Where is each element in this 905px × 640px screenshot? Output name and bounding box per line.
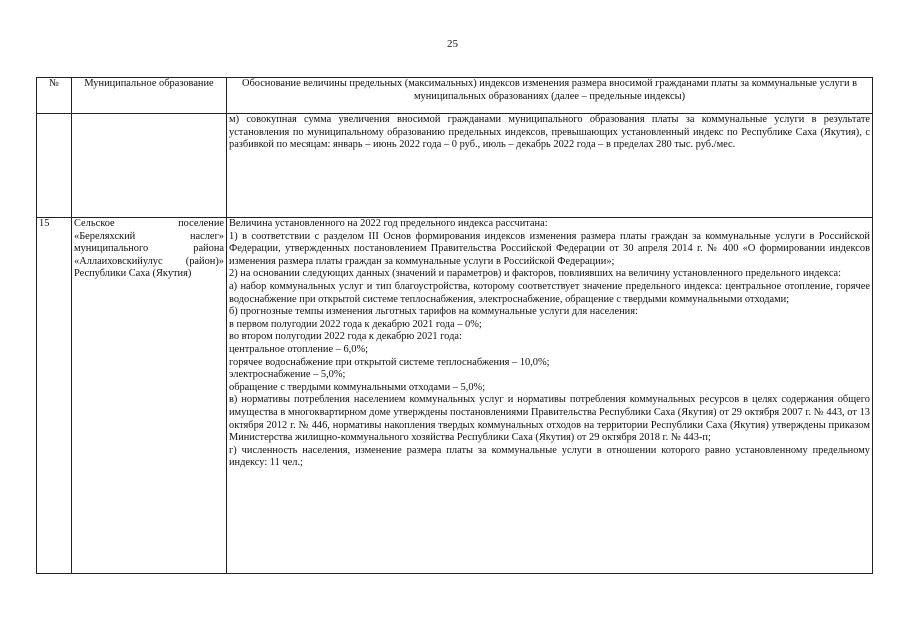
municipality-name: Сельское поселение «Береляхский наслег» муниципального района «Аллаиховскийулус (район)» Республики Саха (Якутия) [74,218,224,280]
header-justification: Обоснование величины предельных (максимальных) индексов изменения размера вносимой гражданами платы за коммунальные услуги в муниципальных образованиях (далее – предельные индексы) [227,78,873,114]
table-header-row [37,78,873,114]
paragraph-1: 1) в соответствии с разделом III Основ формирования индексов изменения размера платы граждан за коммунальные услуги в Российской Федерации, утвержденных постановлением Правительства Российской Федерации от 30 апреля 2014 г. № 400 «О формировании индексов изменения размера платы граждан за коммунальные услуги в Российской Федерации»; [229,230,870,267]
table-row-15 [37,218,873,574]
paragraph-b: б) прогнозные темпы изменения льготных тарифов на коммунальные услуги для населения: [229,306,638,318]
paragraph-intro: Величина установленного на 2022 год предельного индекса рассчитана: [229,218,548,229]
paragraph-g: г) численность населения, изменение размера платы за коммунальные услуги в отношении которого равно установленному предельному индексу: 11 чел.; [229,444,870,469]
paragraph-first-half: в первом полугодии 2022 года к декабрю 2021 года – 0%; [229,318,482,330]
paragraph-electricity: электроснабжение – 5,0%; [229,369,346,381]
cell-number-continuation [37,114,72,218]
paragraph-a: а) набор коммунальных услуг и тип благоустройства, которому соответствует значение предельного индекса: центральное отопление, горячее водоснабжение при открытой системе теплоснабжения, электроснабжение, обращение с твердыми коммунальными отходами; [229,280,870,305]
indices-table [36,77,873,574]
paragraph-heating: центральное отопление – 6,0%; [229,343,368,355]
header-municipality: Муниципальное образование [72,78,227,114]
header-number: № [37,78,72,114]
paragraph-hot-water: горячее водоснабжение при открытой системе теплоснабжения – 10,0%; [229,356,550,368]
paragraph-v: в) нормативы потребления населением коммунальных услуг и нормативы потребления коммунальных ресурсов в целях содержания общего имущества в многоквартирном доме утверждены постановлениями Правительства Республики Саха (Якутия) от 29 октября 2007 г. № 443, от 13 октября 2012 г. № 446, нормативы накопления твердых коммунальных отходов на территории Республики Саха (Якутия) утверждены приказом Министерства жилищно-коммунального хозяйства Республики Саха (Якутия) от 29 октября 2018 г. № 443-п; [229,394,870,444]
paragraph-second-half: во втором полугодии 2022 года к декабрю 2021 года: [229,331,462,343]
cell-number-15: 15 [37,218,72,574]
paragraph-m: м) совокупная сумма увеличения вносимой гражданами муниципального образования платы за коммунальные услуги в результате установления по муниципальному образованию предельных индексов, превышающих установленный индекс по Республике Саха (Якутия), с разбивкой по месяцам: январь – июнь 2022 года – 0 руб., июль – декабрь 2022 года – в пределах 280 тыс. руб./мес. [229,114,870,151]
cell-municipality-15 [72,218,227,574]
paragraph-waste: обращение с твердыми коммунальными отходами – 5,0%; [229,381,486,393]
cell-justification-15 [227,218,873,574]
table-row-continuation [37,114,873,218]
cell-justification-continuation [227,114,873,218]
paragraph-2: 2) на основании следующих данных (значений и параметров) и факторов, повлиявших на величину установленного предельного индекса: [229,268,842,280]
page-number: 25 [447,38,458,50]
cell-municipality-continuation [72,114,227,218]
